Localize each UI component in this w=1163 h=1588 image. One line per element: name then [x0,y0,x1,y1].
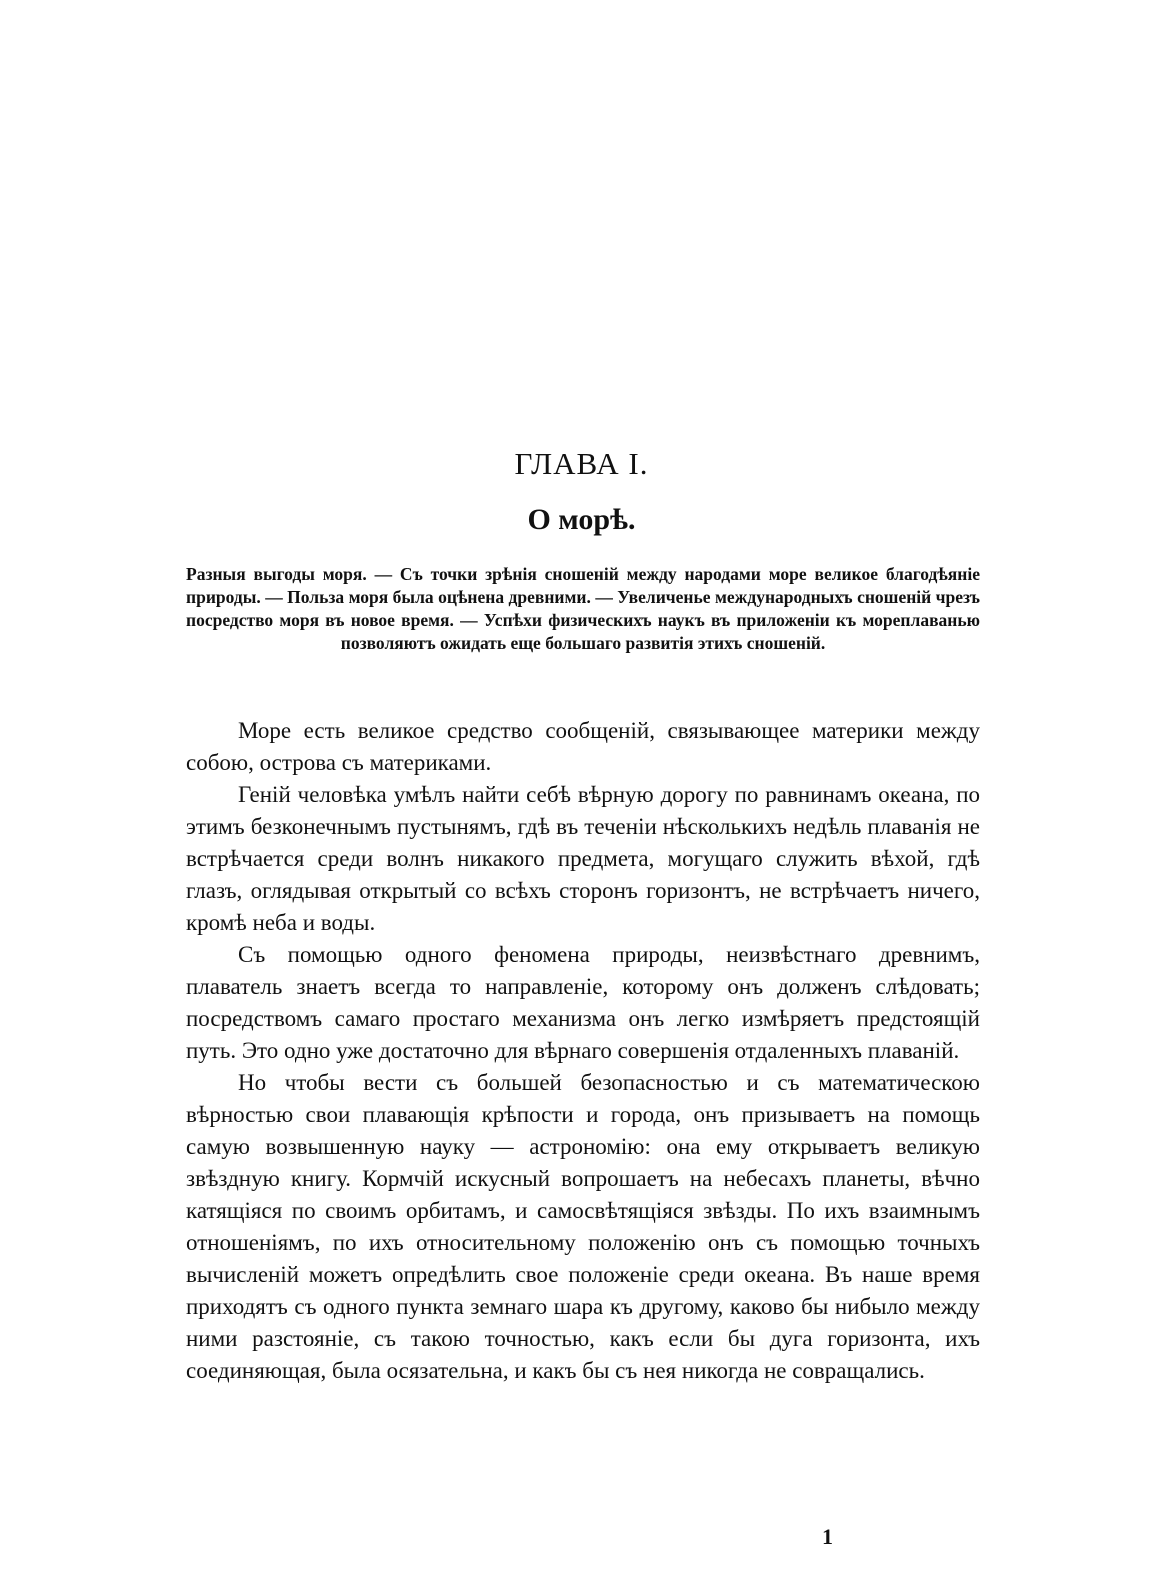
paragraph-4: Но чтобы вести съ большей безопасностью и съ математическою вѣрностью свои плавающія крѣпости и города, онъ призываетъ на помощь самую возвышенную науку — астрономію: она ему открываетъ великую звѣздную книгу. Кормчій искусный вопрошаетъ на небесахъ планеты, вѣчно катящіяся по своимъ орбитамъ, и самосвѣтящіяся звѣзды. По ихъ взаимнымъ отношеніямъ, по ихъ относительному положенію онъ съ помощью точныхъ вычисленій можетъ опредѣлить свое положеніе среди океана. Въ наше время приходятъ съ одного пункта земнаго шара къ другому, каково бы нибыло между ними разстояніе, съ такою точностью, какъ если бы дуга горизонта, ихъ соединяющая, была осязательна, и какъ бы съ нея никогда не совращались. [186,1070,980,1383]
chapter-summary: Разныя выгоды моря. — Съ точки зрѣнія сношеній между народами море великое благодѣяніе природы. — Польза моря была оцѣнена древними. — Увеличенье международныхъ сношеній чрезъ посредство моря въ новое время. — Успѣхи физическихъ наукъ въ приложеніи къ мореплаванью позволяютъ ожидать еще большаго развитія этихъ сношеній. [186,564,980,653]
paragraph-2: Геній человѣка умѣлъ найти себѣ вѣрную дорогу по равнинамъ океана, по этимъ безконечнымъ пустынямъ, гдѣ въ теченіи нѣсколькихъ недѣль плаванія не встрѣчается среди волнъ никакого предмета, могущаго служить вѣхой, гдѣ глазъ, оглядывая открытый со всѣхъ сторонъ горизонтъ, не встрѣчаетъ ничего, кромѣ неба и воды. [186,782,980,935]
chapter-subtitle: О морѣ. [527,503,636,536]
paragraph-3: Съ помощью одного феномена природы, неизвѣстнаго древнимъ, плаватель знаетъ всегда то направленіе, которому онъ долженъ слѣдовать; посредствомъ самаго простаго механизма онъ легко измѣряетъ предстоящій путь. Это одно уже достаточно для вѣрнаго совершенія отдаленныхъ плаваній. [186,942,980,1063]
chapter-title: ГЛАВА I. [514,446,649,481]
page-number: 1 [822,1524,833,1549]
body-text [186,715,980,1387]
paragraph-1: Море есть великое средство сообщеній, связывающее материки между собою, острова съ материками. [186,718,980,775]
